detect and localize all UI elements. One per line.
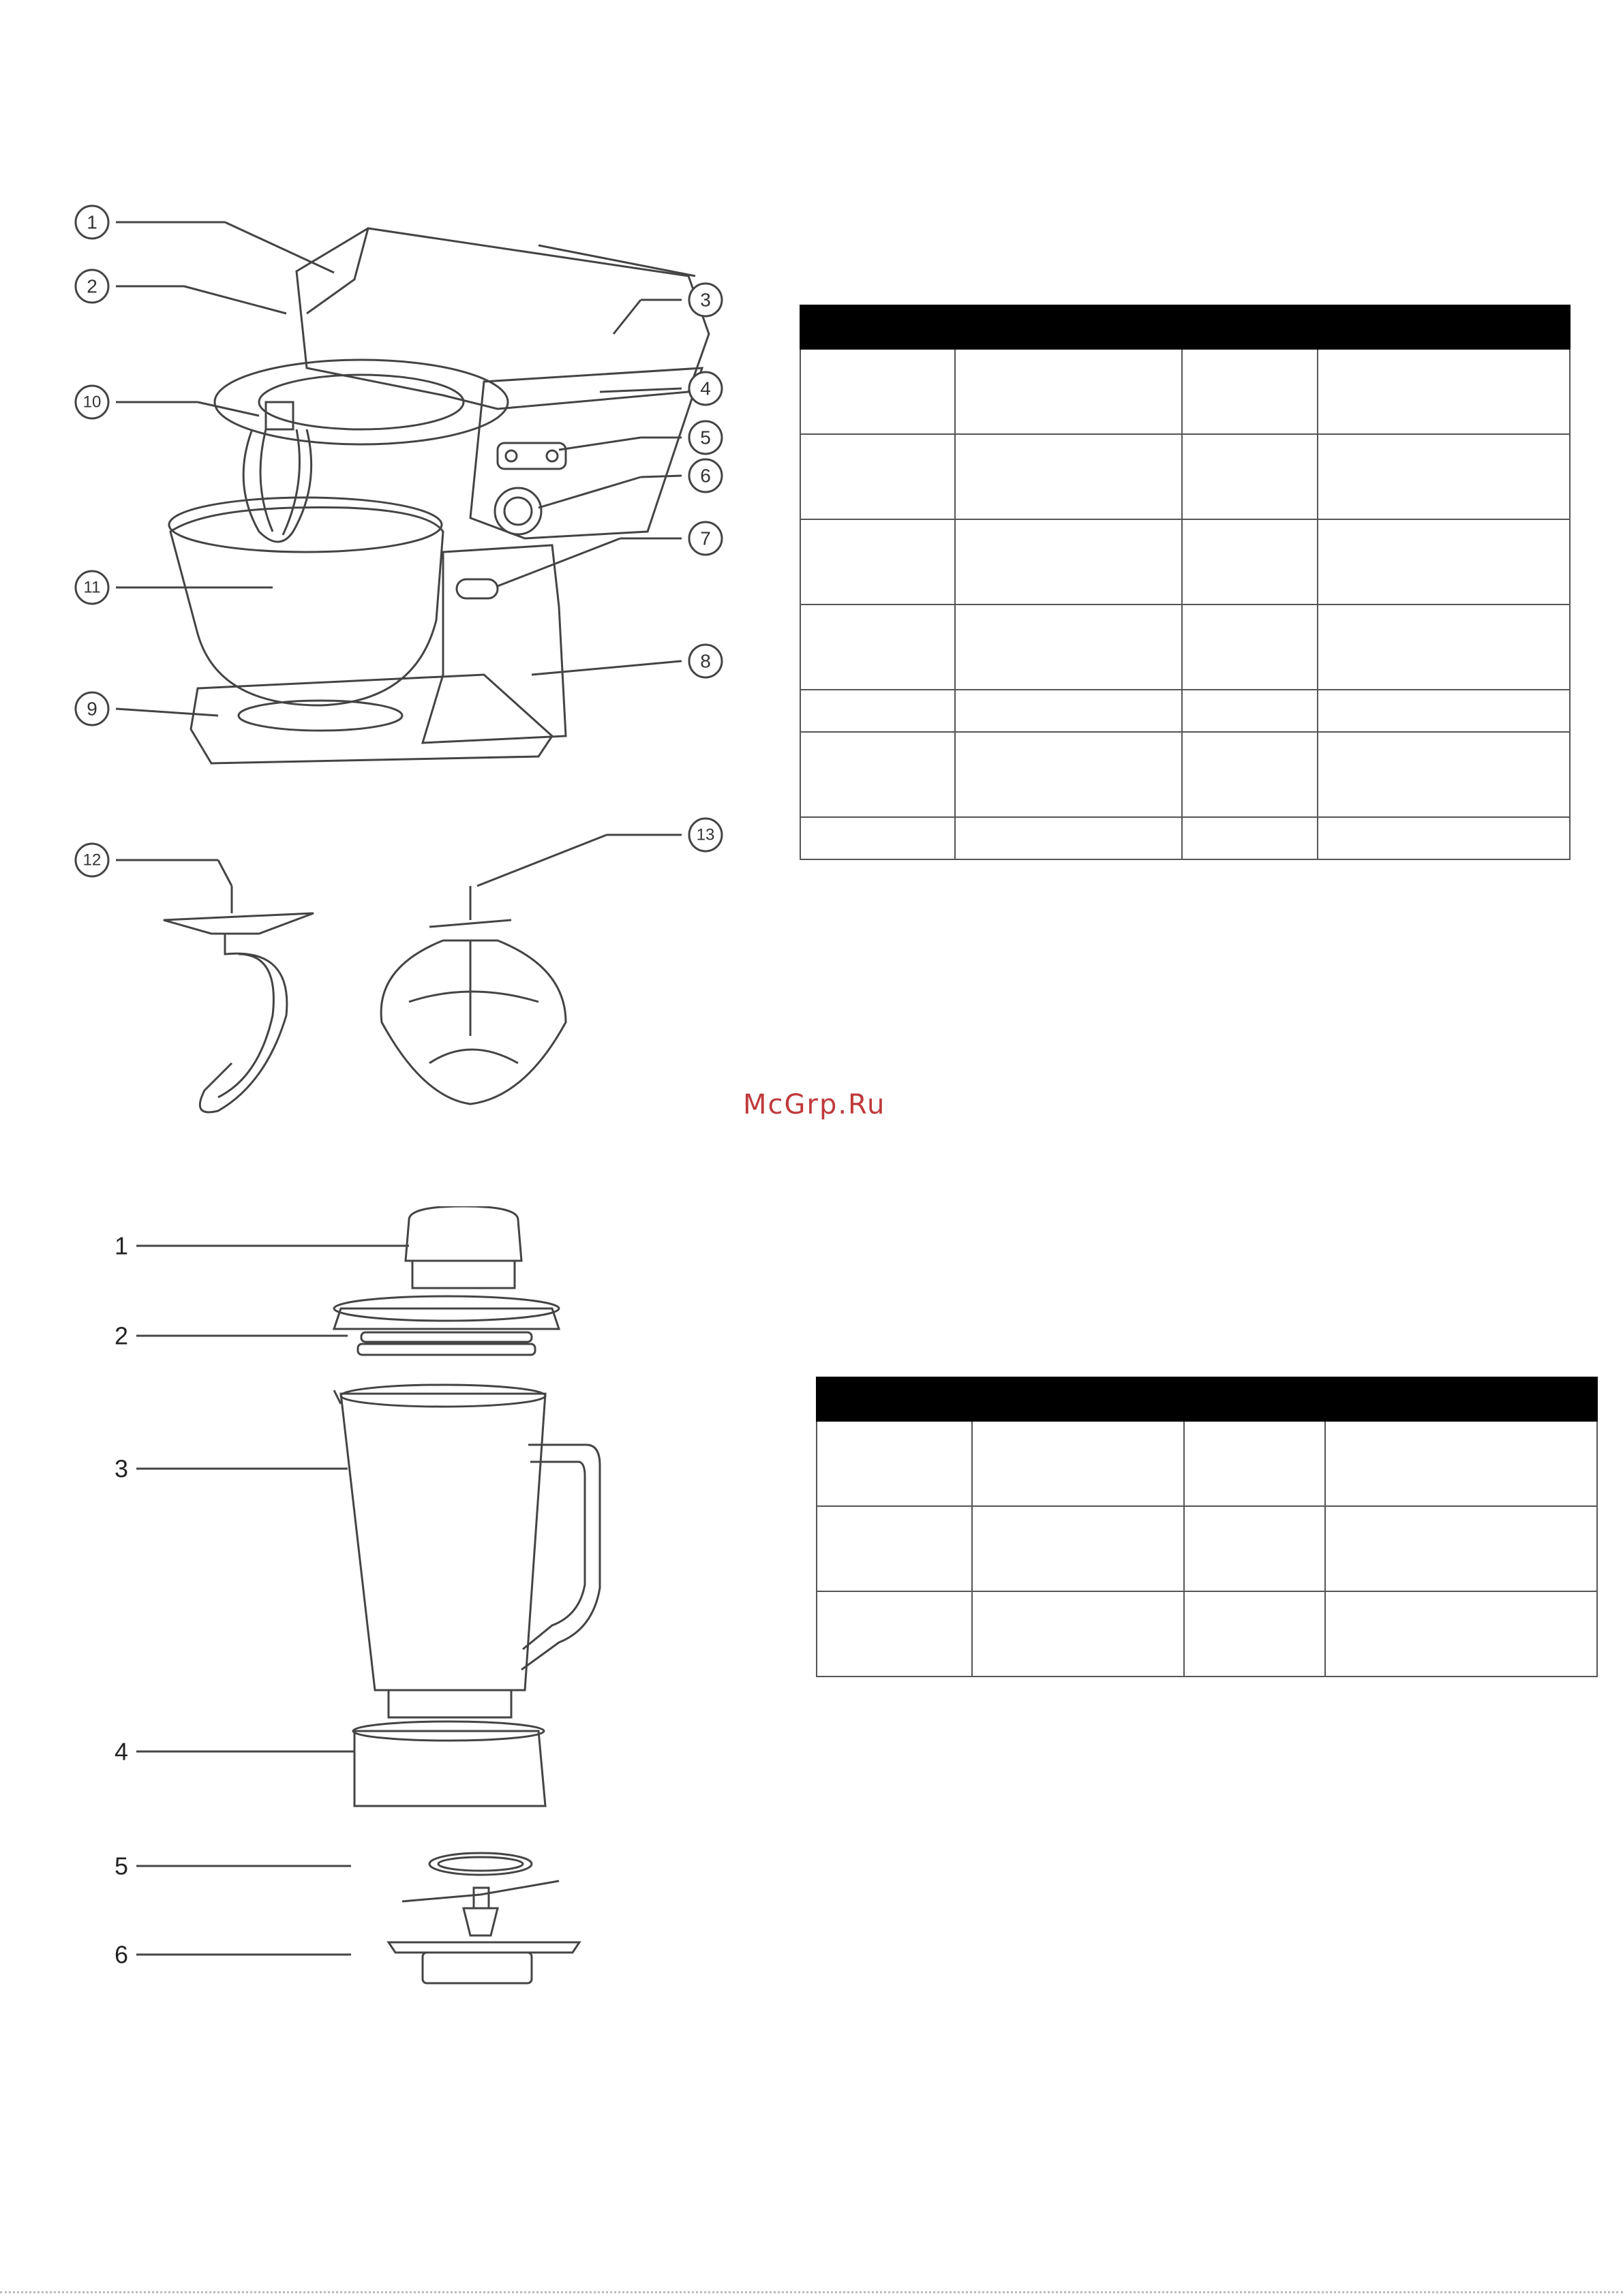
mixer-parts-table [800,305,1571,860]
table-cell [1184,1506,1325,1591]
table-cell [1318,434,1570,519]
table-cell [1182,349,1318,434]
callout-label-7: 7 [700,527,711,549]
table-cell [1318,604,1570,690]
callout-label-4: 4 [700,378,711,399]
table-row [817,1421,1597,1506]
callout-label-13: 13 [696,825,715,844]
table-cell [800,604,955,690]
table-row [817,1506,1597,1591]
table-cell [972,1591,1184,1677]
table-cell [1184,1591,1325,1677]
table-cell [817,1591,972,1677]
callout-label-8: 8 [700,650,711,672]
blender-diagram [109,1206,627,2024]
table-header-cell [955,305,1182,349]
callout-label-2: 2 [87,275,97,297]
callout-label-10: 10 [82,393,102,412]
table-cell [800,434,955,519]
table-row [800,434,1570,519]
table-cell [1182,690,1318,732]
table-cell [955,690,1182,732]
table-cell [1182,519,1318,604]
blender-label-1: 1 [114,1231,129,1260]
page-bottom-divider [0,2291,1623,2293]
table-cell [1318,349,1570,434]
table-header-cell [1325,1377,1597,1421]
table-row [817,1591,1597,1677]
table-cell [800,690,955,732]
callout-label-5: 5 [700,427,711,448]
table-cell [1325,1506,1597,1591]
table-row [800,604,1570,690]
table-header-cell [1184,1377,1325,1421]
table-cell [972,1421,1184,1506]
table-cell [1182,817,1318,859]
table-header-row [800,305,1570,349]
table-header-row [817,1377,1597,1421]
callout-label-3: 3 [700,289,711,311]
blender-label-4: 4 [114,1737,129,1766]
blender-label-3: 3 [114,1454,129,1483]
table-cell [800,519,955,604]
blender-label-5: 5 [114,1852,129,1880]
table-cell [955,349,1182,434]
stand-mixer-diagram [61,198,743,1124]
table-cell [800,349,955,434]
table-header-cell [1182,305,1318,349]
table-cell [1318,519,1570,604]
table-cell [817,1506,972,1591]
table-cell [972,1506,1184,1591]
table-row [800,519,1570,604]
table-header-cell [1318,305,1570,349]
table-row [800,349,1570,434]
table-cell [955,434,1182,519]
table-row [800,732,1570,817]
table-cell [955,817,1182,859]
table-cell [955,519,1182,604]
callout-label-11: 11 [83,578,101,597]
callout-label-6: 6 [700,465,711,487]
table-cell [1182,732,1318,817]
blender-parts-table [816,1377,1598,1677]
table-cell [1184,1421,1325,1506]
table-cell [1318,690,1570,732]
table-cell [817,1421,972,1506]
table-cell [800,817,955,859]
table-row [800,690,1570,732]
callout-label-1: 1 [87,211,97,233]
callout-label-9: 9 [87,698,97,720]
watermark: McGrp.Ru [743,1089,886,1120]
callout-label-12: 12 [82,851,102,870]
table-cell [955,732,1182,817]
blender-label-6: 6 [114,1940,129,1969]
table-cell [955,604,1182,690]
blender-label-2: 2 [114,1321,129,1350]
table-header-cell [972,1377,1184,1421]
table-cell [1325,1591,1597,1677]
table-cell [1318,732,1570,817]
table-cell [1318,817,1570,859]
table-cell [1325,1421,1597,1506]
table-cell [1182,434,1318,519]
table-row [800,817,1570,859]
table-header-cell [800,305,955,349]
table-cell [800,732,955,817]
table-header-cell [817,1377,972,1421]
table-cell [1182,604,1318,690]
